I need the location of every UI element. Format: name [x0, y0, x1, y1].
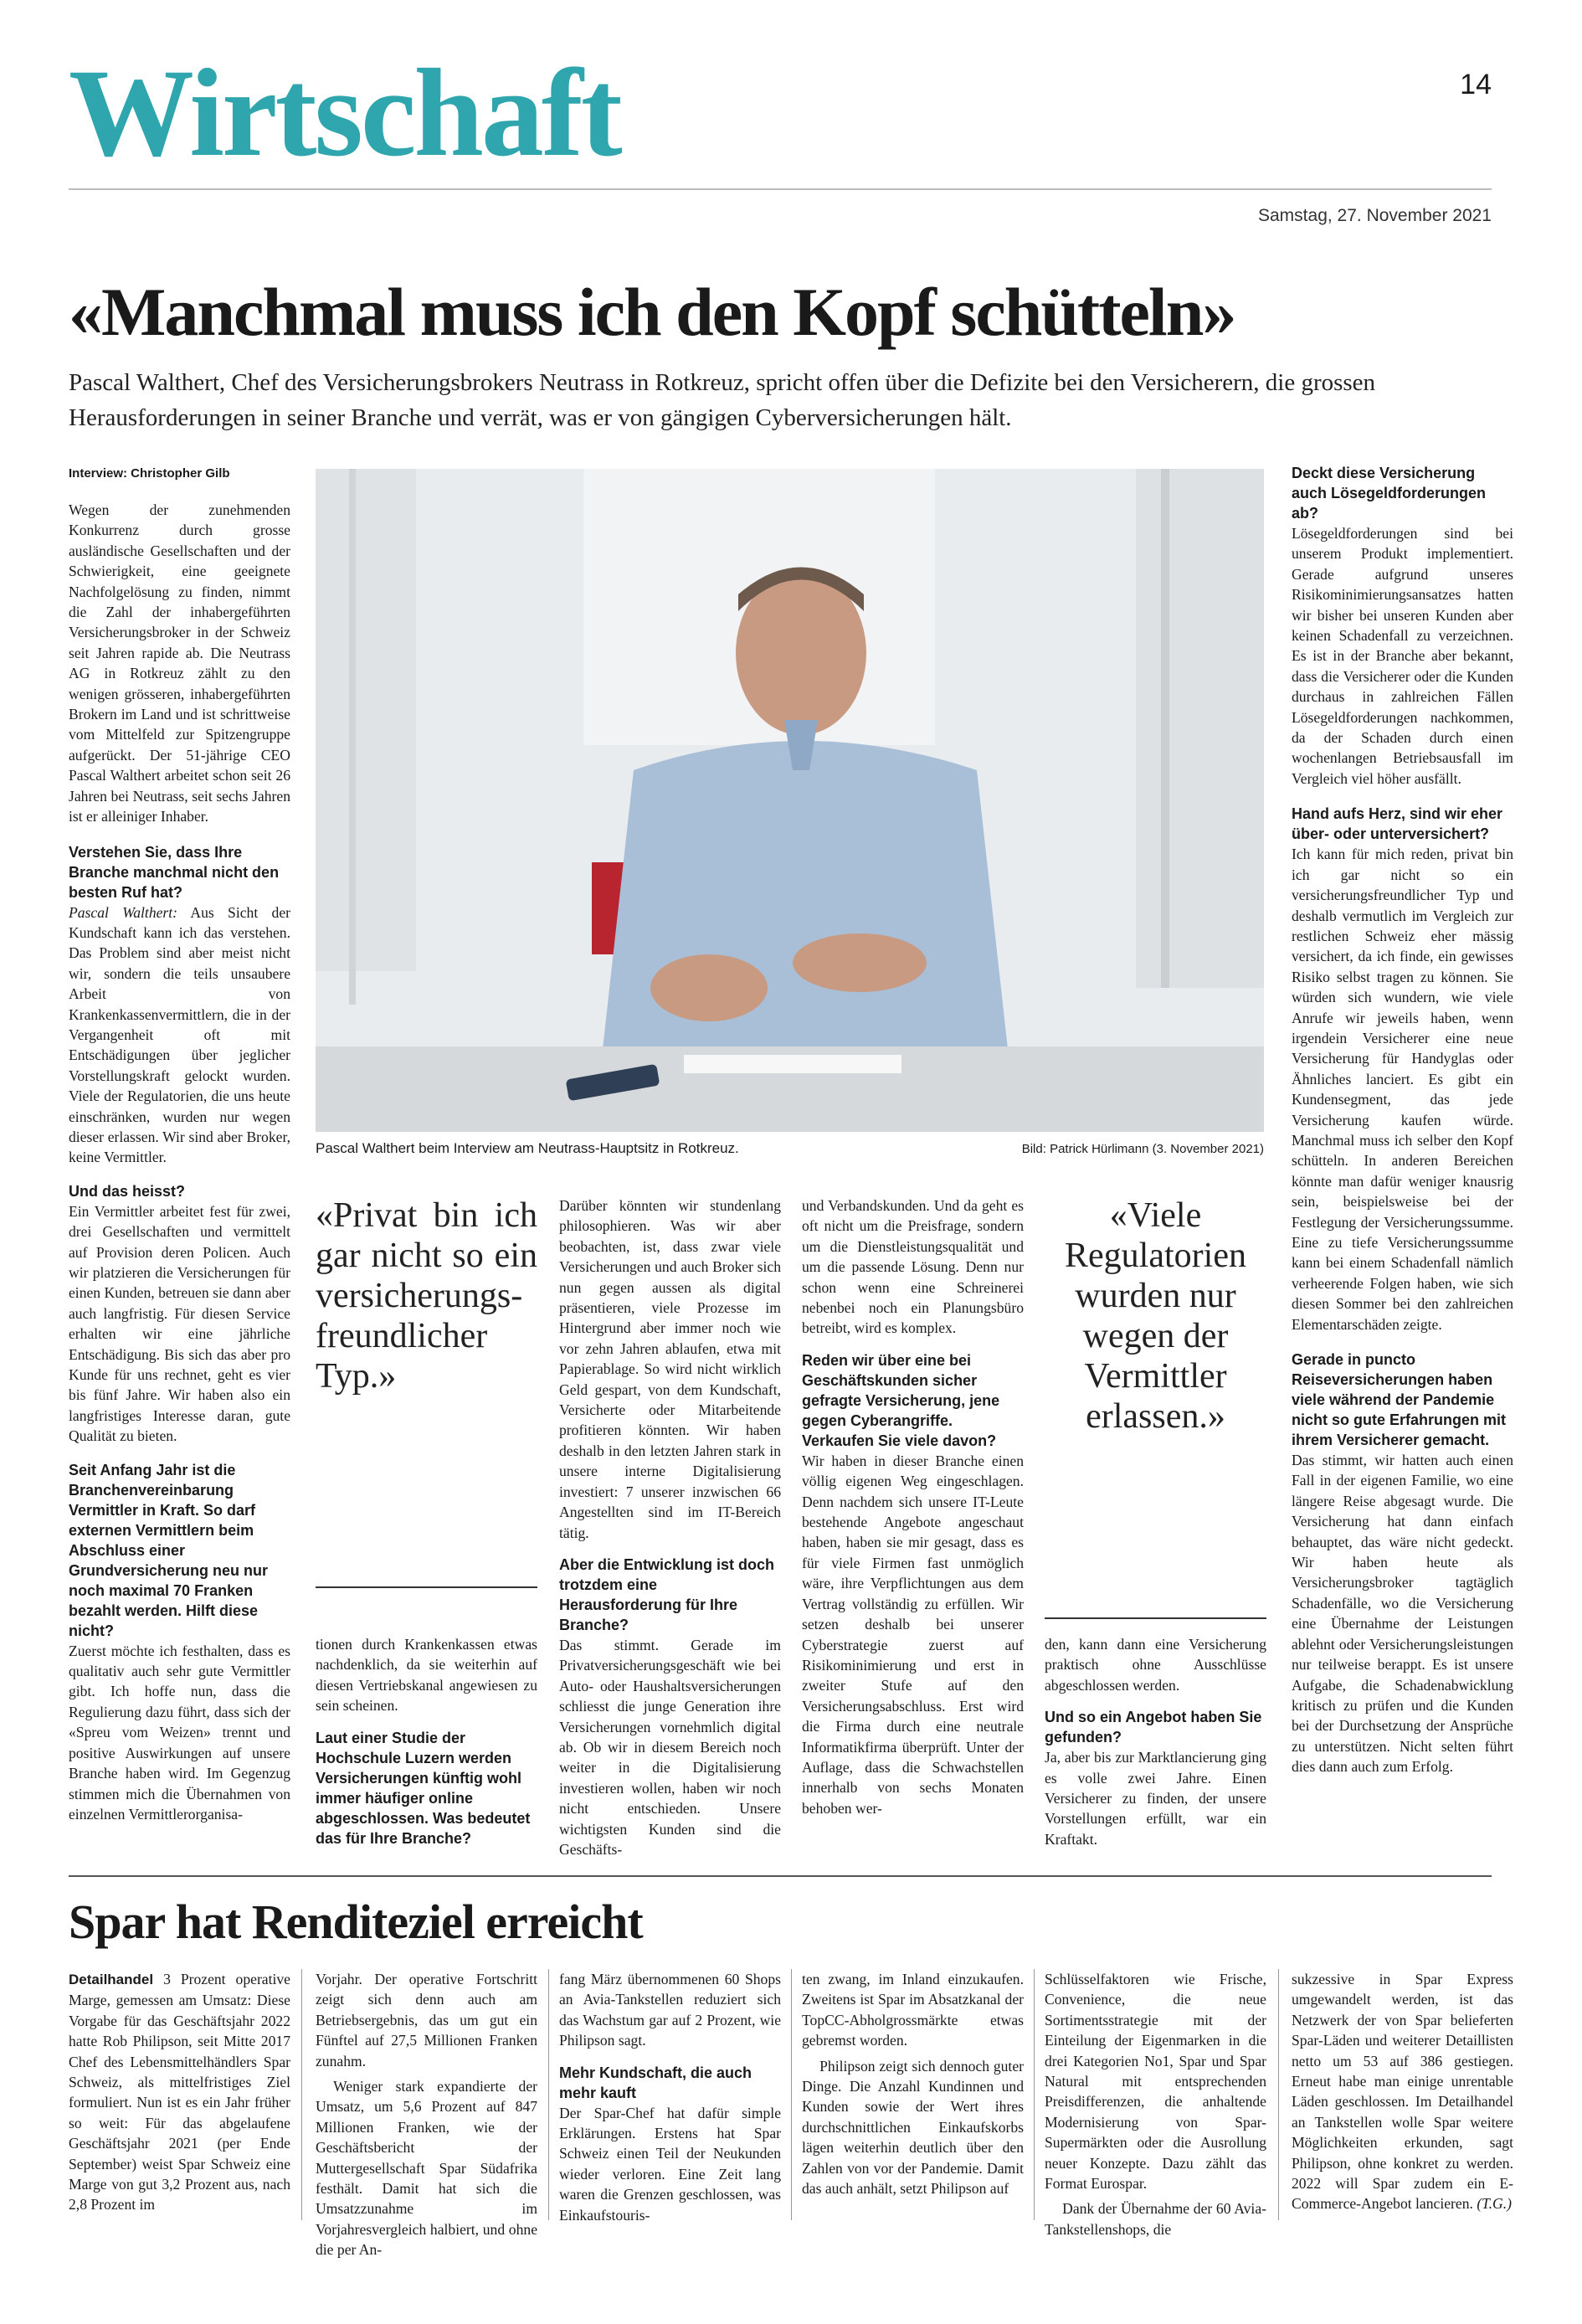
answer-5: Das stimmt. Gerade im Privatversicherungsgeschäft wie bei Auto- oder Haushaltsversicherungen schliesst die junge Generation ihre Versicherungen vornehmlich digital ab. Ob wir in diesem Bereich noch weiter in die Digitalisierung investieren wollen, haben wir noch nicht entschieden. Unsere wichtigsten Kunden sind die Geschäfts-	[559, 1636, 781, 1858]
column-2	[316, 1195, 537, 1396]
answer-9: Ich kann für mich reden, privat bin ich gar nicht so ein versicherungsfreundlicher Typ und deshalb vermutlich im Vergleich zur restlichen Schweiz eher mässig versichert, da ich finde, ein gewisses Risiko selbst tragen zu können. Sie würden sich wundern, wie viele Anrufe wir jeweils haben, wenn irgendein Versicherer eine neue Versicherung für Handyglas oder Ähnliches lanciert. Es gibt ein Kundensegment, das jede Versicherung kaufen würde. Manchmal muss ich selber den Kopf schütteln. In anderen Bereichen könnte man dafür weniger knausrig sein, beispielsweise bei der Festlegung der Versicherungssumme. Eine zu tiefe Versicherungssumme kann bei einem Schadenfall nämlich verheerende Folgen haben, wie sich diesen Sommer bei den zahlreichen Elementarschäden zeigte.	[1292, 846, 1513, 1333]
intro-text: Wegen der zunehmenden Konkurrenz durch grosse ausländische Gesellschaften und der Schwierigkeit, eine geeignete Nachfolgelösung zu finden, nimmt die Zahl der inhabergeführten Versicherungsbroker in der Schweiz seit Jahren rapide ab. Die Neutrass AG in Rotkreuz zählt zu den wenigen grösseren, inhabergeführten Brokern im Land und ist schrittweise vom Mittelfeld zur Spitzengruppe aufgerückt. Der 51-jährige CEO Pascal Walthert arbeitet schon seit 26 Jahren bei Neutrass, seit sechs Jahren ist er alleiniger Inhaber.	[69, 501, 290, 825]
answer-6-continued: den, kann dann eine Versicherung praktisch ohne Ausschlüsse abgeschlossen werden.	[1045, 1636, 1266, 1694]
column-separator	[548, 1969, 549, 2220]
answer-3: Zuerst möchte ich festhalten, dass es qualitativ auch sehr gute Vermittler gibt. Ich hoffe nun, dass die Regulierung dazu führt, dass sich der «Spreu vom Weizen» trennt und positive Auswirkungen auf unsere Branche haben wird. Im Gegenzug stimmen mich die Übernahmen von einzelnen Vermittlerorganisa-	[69, 1642, 290, 1823]
question-5: Aber die Entwicklung ist doch trotzdem eine Herausforderung für Ihre Branche?	[559, 1555, 775, 1633]
answer-1	[69, 902, 290, 1168]
article2-col2a: Vorjahr. Der operative Fortschritt zeigt sich denn auch am Betriebsergebnis, das um gut ein Fünftel auf 27,5 Millionen Franken zunahm.	[316, 1971, 537, 2069]
column-1	[69, 463, 290, 1824]
column-5-text	[1045, 1634, 1266, 1849]
question-1: Verstehen Sie, dass Ihre Branche manchmal nicht den besten Ruf hat?	[69, 843, 280, 901]
question-8: Deckt diese Versicherung auch Lösegeldforderungen ab?	[1292, 465, 1487, 522]
question-6: Reden wir über eine bei Geschäftskunden sicher gefragte Versicherung, jene gegen Cyberangriffe. Verkaufen Sie viele davon?	[802, 1351, 1000, 1449]
question-3: Seit Anfang Jahr ist die Branchenvereinbarung Vermittler in Kraft. So darf externen Vermittlern beim Abschluss einer Grundversicherung neu nur noch maximal 70 Franken bezahlt werden. Hilft diese nicht?	[69, 1461, 269, 1639]
page-number: 14	[1460, 69, 1492, 100]
article-headline: «Manchmal muss ich den Kopf schütteln»	[69, 274, 1235, 350]
issue-date: Samstag, 27. November 2021	[1258, 206, 1492, 225]
pull-quote-1: «Privat bin ich gar nicht so ein versicherungsfreundlicher Typ.»	[316, 1196, 537, 1396]
answer-3-continued: tionen durch Krankenkassen etwas nachdenklich, da sie weiterhin auf diesen Vertriebskanal angewiesen zu sein scheinen.	[316, 1636, 537, 1715]
article2-col4b: Philipson zeigt sich dennoch guter Dinge. Die Anzahl Kundinnen und Kunden sowie der Wert ihres durchschnittlichen Einkaufskorbs lägen weiterhin deutlich über den Zahlen von vor der Pandemie. Damit das auch anhält, setzt Philipson auf	[802, 2057, 1024, 2198]
byline: Interview: Christopher Gilb	[69, 466, 230, 481]
answer-5-continued: und Verbandskunden. Und da geht es oft nicht um die Preisfrage, sondern um die Dienstleistungsqualität und um die passende Lösung. Denn nur schon wenn eine Schreinerei nebenbei noch ein Planungsbüro betreibt, wird es komplex.	[802, 1197, 1024, 1337]
article2-column-4	[802, 1969, 1024, 2198]
answer-10: Das stimmt, wir hatten auch einen Fall in der eigenen Familie, wo eine längere Reise abgesagt wurde. Die Versicherung hat dann einfach behauptet, das wäre nicht gedeckt. Wir haben heute als Versicherungsbroker tagtäglich Schadenfälle, wo die Versicherung eine Übernahme der Leistungen ablehnt oder Versicherungsleistungen nur teilweise berappt. Es ist unsere Aufgabe, die Schadenabwicklung kritisch zu prüfen und die Kunden bei der Durchsetzung der Ansprüche zu unterstützen. Nicht selten führt dies dann auch zum Erfolg.	[1292, 1452, 1513, 1776]
question-10: Gerade in puncto Reiseversicherungen haben viele während der Pandemie nicht so gute Erfahrungen mit ihrem Versicherer gemacht.	[1292, 1351, 1507, 1449]
section-title: Wirtschaft	[69, 44, 620, 183]
answer-6: Wir haben in dieser Branche einen völlig eigenen Weg eingeschlagen. Denn nachdem sich unsere IT-Leute bestehende Angebote angeschaut haben, haben sie mir gesagt, dass es für viele Firmen fast unmöglich wäre, ihre Verpflichtungen aus dem Vertrag vollständig zu erfüllen. Wir setzen deshalb bei unserer Cyberstrategie zuerst auf Risikominimierung und erst in zweiter Stufe auf den Versicherungsabschluss. Erst wird die Firma durch eine neutrale Informatikfirma überprüft. Unter der Auflage, dass die Schwachstellen innerhalb von sechs Monaten behoben wer-	[802, 1452, 1024, 1817]
question-9: Hand aufs Herz, sind wir eher über- oder unterversichert?	[1292, 805, 1503, 843]
article2-col5b: Dank der Übernahme der 60 Avia-Tankstellenshops, die	[1045, 2200, 1266, 2238]
column-6	[1292, 463, 1513, 1777]
article2-col2b: Weniger stark expandierte der Umsatz, um 5,6 Prozent auf 847 Millionen Franken, wie der Geschäftsbericht der Muttergesellschaft Spar Südafrika festhält. Damit hat sich die Umsatzzunahme im Vorjahresvergleich halbiert, und ohne die per An-	[316, 2078, 537, 2259]
column-4	[802, 1195, 1024, 1818]
article2-author: (T.G.)	[1477, 2195, 1513, 2213]
article2-headline: Spar hat Renditeziel erreicht	[69, 1895, 643, 1949]
article2-column-5	[1045, 1969, 1266, 2239]
article2-col1-text	[69, 1969, 290, 2215]
article2-col6	[1292, 1969, 1513, 2214]
article2-column-6	[1292, 1969, 1513, 2214]
article2-column-1	[69, 1969, 290, 2215]
article2-col6-body: sukzessive in Spar Express umgewandelt werden, ist das Netzwerk der von Spar belieferten Spar-Läden und weiterer Detaillisten netto um 53 auf 386 gestiegen. Erneut habe man einige unrentable Läden geschlossen. Im Detailhandel an Tankstellen wolle Spar weitere Möglichkeiten erkunden, sagt Philipson, ohne konkret zu werden. 2022 will Spar zudem ein E-Commerce-Angebot lancieren.	[1292, 1971, 1513, 2213]
article2-kicker: Detailhandel	[69, 1972, 154, 1987]
article2-col5a: Schlüsselfaktoren wie Frische, Convenience, die neue Sortimentsstrategie mit der Einteilung der Eigenmarken in die drei Kategorien No1, Spar und Spar Natural mit entsprechenden Preisdifferenzen, die anhaltende Modernisierung von Spar-Supermärkten oder die Ausrollung neuer Konzepte. Dazu zählt das Format Eurospar.	[1045, 1971, 1266, 2193]
answer-2: Ein Vermittler arbeitet fest für zwei, drei Gesellschaften und vermittelt auf Provision deren Policen. Auch wir platzieren die Versicherungen für einen Kunden, betreuen sie dann aber auch langfristig. Für diesen Service erhalten wir eine jährliche Entschädigung. Bis sich das aber pro Kunde für uns rechnet, geht es vier bis fünf Jahre. Wir haben also ein langfristiges Interesse daran, gute Qualität zu bieten.	[69, 1202, 290, 1445]
answer-7: Ja, aber bis zur Marktlancierung ging es volle zwei Jahre. Einen Versicherer zu finden, der unsere Vorstellungen erfüllt, war ein Kraftakt.	[1045, 1749, 1266, 1848]
column-3	[559, 1195, 781, 1859]
column-separator	[301, 1969, 302, 2220]
photo-caption: Pascal Walthert beim Interview am Neutrass-Hauptsitz in Rotkreuz.	[316, 1140, 739, 1156]
answer-4: Darüber könnten wir stundenlang philosophieren. Was wir aber beobachten, ist, dass zwar viele Versicherungen und auch Broker sich nun gegen aussen als digital präsentieren, viele Prozesse im Hintergrund aber immer noch wie vor zehn Jahren ablaufen, etwa mit Papierablage. So wird nicht wirklich Geld gespart, von dem Kundschaft, Versicherte oder Mitarbeitende profitieren könnten. Wir haben deshalb in den letzten Jahren stark in unsere interne Digitalisierung investiert: 7 unserer inzwischen 66 Angestellten sind im IT-Bereich tätig.	[559, 1197, 781, 1541]
article-lead: Pascal Walthert, Chef des Versicherungsbrokers Neutrass in Rotkreuz, spricht offen über die Defizite bei den Versicherern, die grossen Herausforderungen in seiner Branche und verrät, was er von gängigen Cyberversicherungen hält.	[69, 369, 1376, 431]
interview-photo	[316, 469, 1264, 1132]
answer-8: Lösegeldforderungen sind bei unserem Produkt implementiert. Gerade aufgrund unseres Risikominimierungsansatzes hatten wir bisher bei unseren Kunden aber keinen Schadenfall zu verzeichnen. Es ist in der Branche aber bekannt, dass die Versicherer oder die Kunden durchaus in zahlreichen Fällen Lösegeldforderungen nachkommen, da der Schaden durch einen wochenlangen Betriebsausfall im Vergleich viel höher ausfällt.	[1292, 525, 1513, 787]
article-divider	[69, 1875, 1492, 1877]
column-separator	[791, 1969, 792, 2220]
header-divider	[69, 188, 1492, 190]
article2-subhead: Mehr Kundschaft, die auch mehr kauft	[559, 2064, 752, 2101]
article2-col1-body: 3 Prozent operative Marge, gemessen am Umsatz: Diese Vorgabe für das Geschäftsjahr 2022 hatte Rob Philipson, seit Mitte 2017 Chef des Lebensmittelhändlers Spar Schweiz, als mittelfristiges Ziel formuliert. Nun ist es ein Jahr früher so weit: Für das abgelaufene Geschäftsjahr 2021 (per Ende September) weist Spar Schweiz eine Marge von gut 3,2 Prozent aus, nach 2,8 Prozent im	[69, 1971, 290, 2213]
column-separator	[1034, 1969, 1035, 2220]
photo-credit: Bild: Patrick Hürlimann (3. November 2021)	[1021, 1142, 1264, 1156]
article2-column-3	[559, 1969, 781, 2225]
pull-quote-1-rule	[316, 1586, 537, 1588]
article2-col3a: fang März übernommenen 60 Shops an Avia-Tankstellen reduziert sich das Wachstum gar auf 2 Prozent, wie Philipson sagt.	[559, 1971, 781, 2049]
question-7: Und so ein Angebot haben Sie gefunden?	[1045, 1709, 1262, 1746]
question-2: Und das heisst?	[69, 1182, 186, 1200]
photo-illustration	[316, 469, 1264, 1132]
column-separator	[1278, 1969, 1279, 2220]
speaker-label: Pascal Walthert:	[69, 903, 178, 921]
pull-quote-2: «Viele Regulatorien wurden nur wegen der Vermittler erlassen.»	[1065, 1196, 1246, 1436]
column-5	[1045, 1195, 1266, 1437]
article2-column-2	[316, 1969, 537, 2260]
article2-col4a: ten zwang, im Inland einzukaufen. Zweitens ist Spar im Absatzkanal der TopCC-Abholgrossmärkte etwas gebremst worden.	[802, 1971, 1024, 2049]
pull-quote-2-rule	[1045, 1617, 1266, 1619]
question-4: Laut einer Studie der Hochschule Luzern werden Versicherungen künftig wohl immer häufiger online abgeschlossen. Was bedeutet das für Ihre Branche?	[316, 1729, 531, 1847]
article2-col3b: Der Spar-Chef hat dafür simple Erklärungen. Erstens hat Spar Schweiz einen Teil der Neukunden wieder verloren. Eine Zeit lang waren die Grenzen geschlossen, was Einkaufstouris-	[559, 2104, 781, 2224]
column-2-text	[316, 1634, 537, 1848]
answer-1-text: Aus Sicht der Kundschaft kann ich das verstehen. Das Problem sind aber meist nicht wir, sondern die teils unsaubere Arbeit von Krankenkassenvermittlern, die in der Vergangenheit oft mit Entschädigungen über jeglicher Vorstellungskraft gelockt wurden. Viele der Regulatorien, die uns heute einschränken, wurden nur wegen dieser erlassen. Wir sind aber Broker, keine Vermittler.	[69, 903, 290, 1166]
